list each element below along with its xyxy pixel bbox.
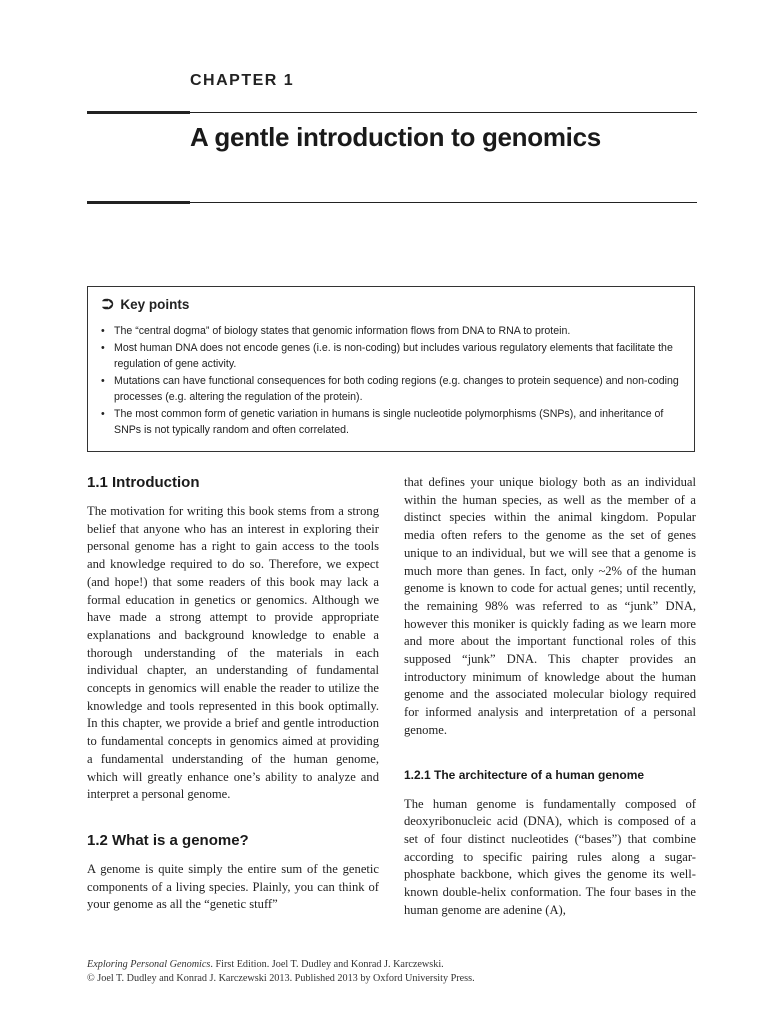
page-footer bbox=[87, 958, 707, 986]
architecture-paragraph: The human genome is fundamentally composed of deoxyribonucleic acid (DNA), which is composed of a set of four distinct nucleotides (“bases”) that combine according to specific pairing rules along a sugar-phosphate backbone, which gives the genome its well-known double-helix conformation. The four bases in the human genome are adenine (A), bbox=[404, 796, 696, 917]
bullet-icon: • bbox=[101, 341, 105, 354]
subsection-heading-architecture: 1.2.1 The architecture of a human genome bbox=[404, 767, 645, 782]
key-points-list bbox=[98, 323, 688, 439]
key-point-item bbox=[98, 406, 688, 439]
key-point-text: Mutations can have functional consequences for both coding regions (e.g. changes to protein sequence) and non-coding processes (e.g. altering the regulation of the protein). bbox=[114, 374, 679, 403]
key-point-item bbox=[98, 373, 688, 406]
key-point-text: Most human DNA does not encode genes (i.e. is non-coding) but includes various regulatory elements that facilitate the regulation of gene activity. bbox=[114, 341, 673, 370]
bullet-icon: • bbox=[101, 325, 105, 337]
key-points-box bbox=[87, 286, 695, 452]
chapter-title: A gentle introduction to genomics bbox=[190, 122, 601, 152]
bottom-rule-thin bbox=[190, 202, 697, 203]
bullet-icon: • bbox=[101, 374, 105, 387]
left-column bbox=[87, 474, 379, 914]
bullet-icon: • bbox=[101, 407, 105, 420]
chapter-label: CHAPTER 1 bbox=[190, 72, 295, 89]
genome-paragraph: A genome is quite simply the entire sum of the genetic components of a living species. Plainly, you can think of your genome as all the “genetic stuff” bbox=[87, 861, 379, 912]
top-rule-thin bbox=[190, 112, 697, 113]
key-point-text: The most common form of genetic variation in humans is single nucleotide polymorphisms (SNPs), and inheritance of SNPs is not typically random and often correlated. bbox=[114, 407, 664, 436]
section-heading-introduction: 1.1 Introduction bbox=[87, 474, 200, 491]
footer-citation-rest: . First Edition. Joel T. Dudley and Konrad J. Karczewski. bbox=[210, 959, 444, 970]
footer-citation-line bbox=[87, 958, 707, 972]
key-points-header bbox=[102, 297, 189, 312]
key-point-item bbox=[98, 323, 688, 340]
bottom-rule-thick bbox=[87, 201, 190, 204]
key-points-heading: Key points bbox=[120, 297, 190, 312]
arrow-circle-icon: ⮊ bbox=[102, 296, 114, 313]
top-rule-thick bbox=[87, 111, 190, 114]
key-point-text: The “central dogma” of biology states that genomic information flows from DNA to RNA to protein. bbox=[114, 325, 571, 337]
footer-copyright-line: © Joel T. Dudley and Konrad J. Karczewski 2013. Published 2013 by Oxford University Press. bbox=[87, 973, 475, 984]
footer-book-title: Exploring Personal Genomics bbox=[87, 959, 211, 970]
right-column bbox=[404, 474, 696, 919]
genome-paragraph-continued: that defines your unique biology both as an individual within the human species, as well as the member of a distinct species within the animal kingdom. Popular media often refers to the genome as the set of genes unique to an individual, but we will see that a genome is much more than genes. In fact, only ~2% of the human genome is known to code for actual genes; until recently, the remaining 98% was referred to as “junk” DNA, however this moniker is quickly fading as we learn more and more about the important functional roles of this supposed “junk” DNA. This chapter provides an introductory minimum of knowledge about the human genome and the associated molecular biology required for informed analysis and interpretation of a personal genome. bbox=[404, 475, 696, 737]
section-heading-what-is-genome: 1.2 What is a genome? bbox=[87, 831, 249, 849]
key-point-item bbox=[98, 340, 688, 373]
intro-paragraph: The motivation for writing this book stems from a strong belief that anyone who has an interest in exploring their personal genome has a right to gain access to the tools and knowledge required to do so. Therefore, we expect (and hope!) that some readers of this book may lack a formal education in genetics or genomics. Although we have made a strong attempt to provide appropriate explanations and background knowledge to enable a thorough understanding of the materials in each individual chapter, an understanding of fundamental concepts in genomics will enable the reader to utilize the knowledge and tools represented in this book optimally. In this chapter, we provide a brief and gentle introduction to fundamental concepts in genomics aimed at providing a fundamental understanding of the human genome, which will greatly enhance one’s ability to analyze and interpret a personal genome. bbox=[87, 504, 379, 802]
